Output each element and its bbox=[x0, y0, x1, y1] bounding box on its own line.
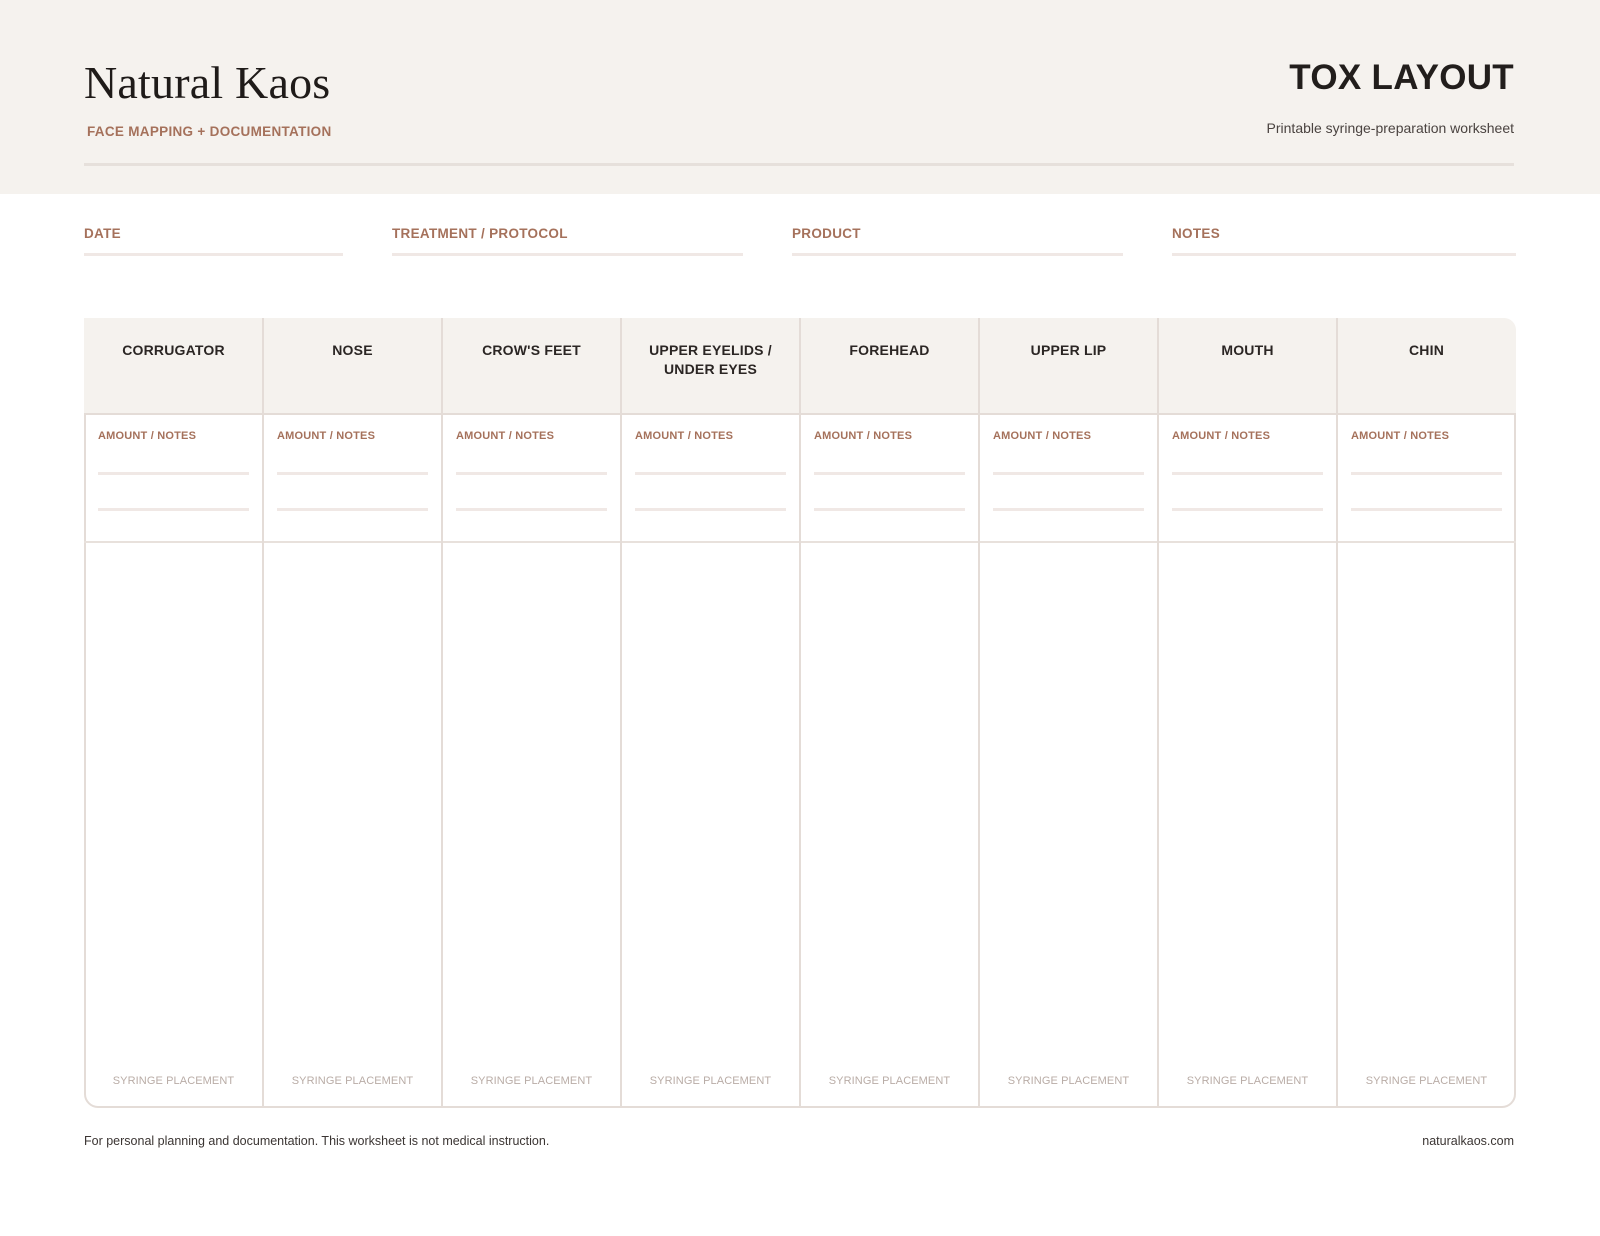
brand-name: Natural Kaos bbox=[84, 57, 331, 108]
treatment-protocol-field[interactable] bbox=[392, 226, 743, 256]
amount-notes-area[interactable] bbox=[800, 415, 979, 543]
column-corrugator bbox=[84, 318, 263, 1108]
amount-notes-area[interactable] bbox=[621, 415, 800, 543]
column-title: CHIN bbox=[1408, 342, 1445, 358]
column-divider bbox=[978, 318, 980, 1108]
amount-notes-area[interactable] bbox=[84, 415, 263, 543]
column-divider bbox=[441, 318, 443, 1108]
column-header bbox=[263, 318, 442, 415]
column-title: NOSE bbox=[332, 342, 373, 358]
notes-field-label: NOTES bbox=[1172, 226, 1221, 241]
brand-tagline: FACE MAPPING + DOCUMENTATION bbox=[87, 124, 332, 139]
column-header bbox=[1158, 318, 1337, 415]
amount-notes-label: AMOUNT / NOTES bbox=[993, 430, 1092, 442]
amount-notes-label: AMOUNT / NOTES bbox=[277, 430, 376, 442]
notes-line bbox=[98, 472, 249, 475]
notes-line bbox=[1172, 508, 1323, 511]
column-upper-lip bbox=[979, 318, 1158, 1108]
notes-line bbox=[635, 472, 786, 475]
document-title: TOX LAYOUT bbox=[1289, 58, 1514, 97]
syringe-placement-label: SYRINGE PLACEMENT bbox=[1186, 1075, 1309, 1087]
column-chin bbox=[1337, 318, 1516, 1108]
column-title: CORRUGATOR bbox=[122, 342, 225, 358]
syringe-placement-label: SYRINGE PLACEMENT bbox=[828, 1075, 951, 1087]
date-field-label: DATE bbox=[84, 226, 121, 241]
amount-notes-label: AMOUNT / NOTES bbox=[456, 430, 555, 442]
notes-field[interactable] bbox=[1172, 226, 1516, 256]
syringe-placement-label: SYRINGE PLACEMENT bbox=[470, 1075, 593, 1087]
footer-disclaimer: For personal planning and documentation. This worksheet is not medical instruction. bbox=[84, 1134, 550, 1148]
syringe-placement-area[interactable] bbox=[1337, 543, 1516, 1108]
date-field[interactable] bbox=[84, 226, 343, 256]
amount-notes-area[interactable] bbox=[263, 415, 442, 543]
column-mouth bbox=[1158, 318, 1337, 1108]
amount-notes-label: AMOUNT / NOTES bbox=[1172, 430, 1271, 442]
column-header bbox=[442, 318, 621, 415]
amount-notes-area[interactable] bbox=[1158, 415, 1337, 543]
amount-notes-label: AMOUNT / NOTES bbox=[814, 430, 913, 442]
column-title: UPPER LIP bbox=[1030, 342, 1107, 358]
amount-notes-label: AMOUNT / NOTES bbox=[1351, 430, 1450, 442]
syringe-placement-area[interactable] bbox=[979, 543, 1158, 1108]
header-divider bbox=[84, 163, 1514, 166]
notes-line bbox=[456, 472, 607, 475]
column-title: MOUTH bbox=[1221, 342, 1274, 358]
column-title: UPPER EYELIDS / UNDER EYES bbox=[649, 342, 772, 377]
amount-notes-label: AMOUNT / NOTES bbox=[635, 430, 734, 442]
treatment-protocol-field-label: TREATMENT / PROTOCOL bbox=[392, 226, 568, 241]
column-header bbox=[84, 318, 263, 415]
column-header bbox=[979, 318, 1158, 415]
syringe-placement-label: SYRINGE PLACEMENT bbox=[291, 1075, 414, 1087]
notes-line bbox=[277, 508, 428, 511]
product-field[interactable] bbox=[792, 226, 1123, 256]
notes-line bbox=[1172, 472, 1323, 475]
syringe-placement-label: SYRINGE PLACEMENT bbox=[649, 1075, 772, 1087]
column-header bbox=[621, 318, 800, 415]
syringe-placement-area[interactable] bbox=[442, 543, 621, 1108]
column-divider bbox=[620, 318, 622, 1108]
notes-line bbox=[993, 508, 1144, 511]
column-divider bbox=[262, 318, 264, 1108]
column-divider bbox=[1157, 318, 1159, 1108]
column-upper-eyelids-under-eyes bbox=[621, 318, 800, 1108]
syringe-placement-area[interactable] bbox=[621, 543, 800, 1108]
syringe-placement-label: SYRINGE PLACEMENT bbox=[1365, 1075, 1488, 1087]
notes-line bbox=[1351, 472, 1502, 475]
notes-line bbox=[277, 472, 428, 475]
footer-website: naturalkaos.com bbox=[1422, 1134, 1514, 1148]
column-title: FOREHEAD bbox=[849, 342, 930, 358]
amount-notes-area[interactable] bbox=[442, 415, 621, 543]
notes-line bbox=[814, 508, 965, 511]
amount-notes-area[interactable] bbox=[979, 415, 1158, 543]
syringe-placement-label: SYRINGE PLACEMENT bbox=[1007, 1075, 1130, 1087]
product-field-label: PRODUCT bbox=[792, 226, 861, 241]
syringe-placement-label: SYRINGE PLACEMENT bbox=[112, 1075, 235, 1087]
column-divider bbox=[799, 318, 801, 1108]
notes-line bbox=[1351, 508, 1502, 511]
column-header bbox=[1337, 318, 1516, 415]
column-title: CROW'S FEET bbox=[482, 342, 581, 358]
amount-notes-label: AMOUNT / NOTES bbox=[98, 430, 197, 442]
column-forehead bbox=[800, 318, 979, 1108]
syringe-placement-area[interactable] bbox=[84, 543, 263, 1108]
amount-notes-area[interactable] bbox=[1337, 415, 1516, 543]
notes-line bbox=[635, 508, 786, 511]
syringe-placement-area[interactable] bbox=[263, 543, 442, 1108]
column-nose bbox=[263, 318, 442, 1108]
syringe-placement-area[interactable] bbox=[1158, 543, 1337, 1108]
notes-line bbox=[456, 508, 607, 511]
treatment-area-grid bbox=[84, 318, 1516, 1108]
document-subtitle: Printable syringe-preparation worksheet bbox=[1266, 120, 1514, 136]
column-divider bbox=[1336, 318, 1338, 1108]
syringe-placement-area[interactable] bbox=[800, 543, 979, 1108]
column-crows-feet bbox=[442, 318, 621, 1108]
column-header bbox=[800, 318, 979, 415]
notes-line bbox=[993, 472, 1144, 475]
notes-line bbox=[98, 508, 249, 511]
notes-line bbox=[814, 472, 965, 475]
